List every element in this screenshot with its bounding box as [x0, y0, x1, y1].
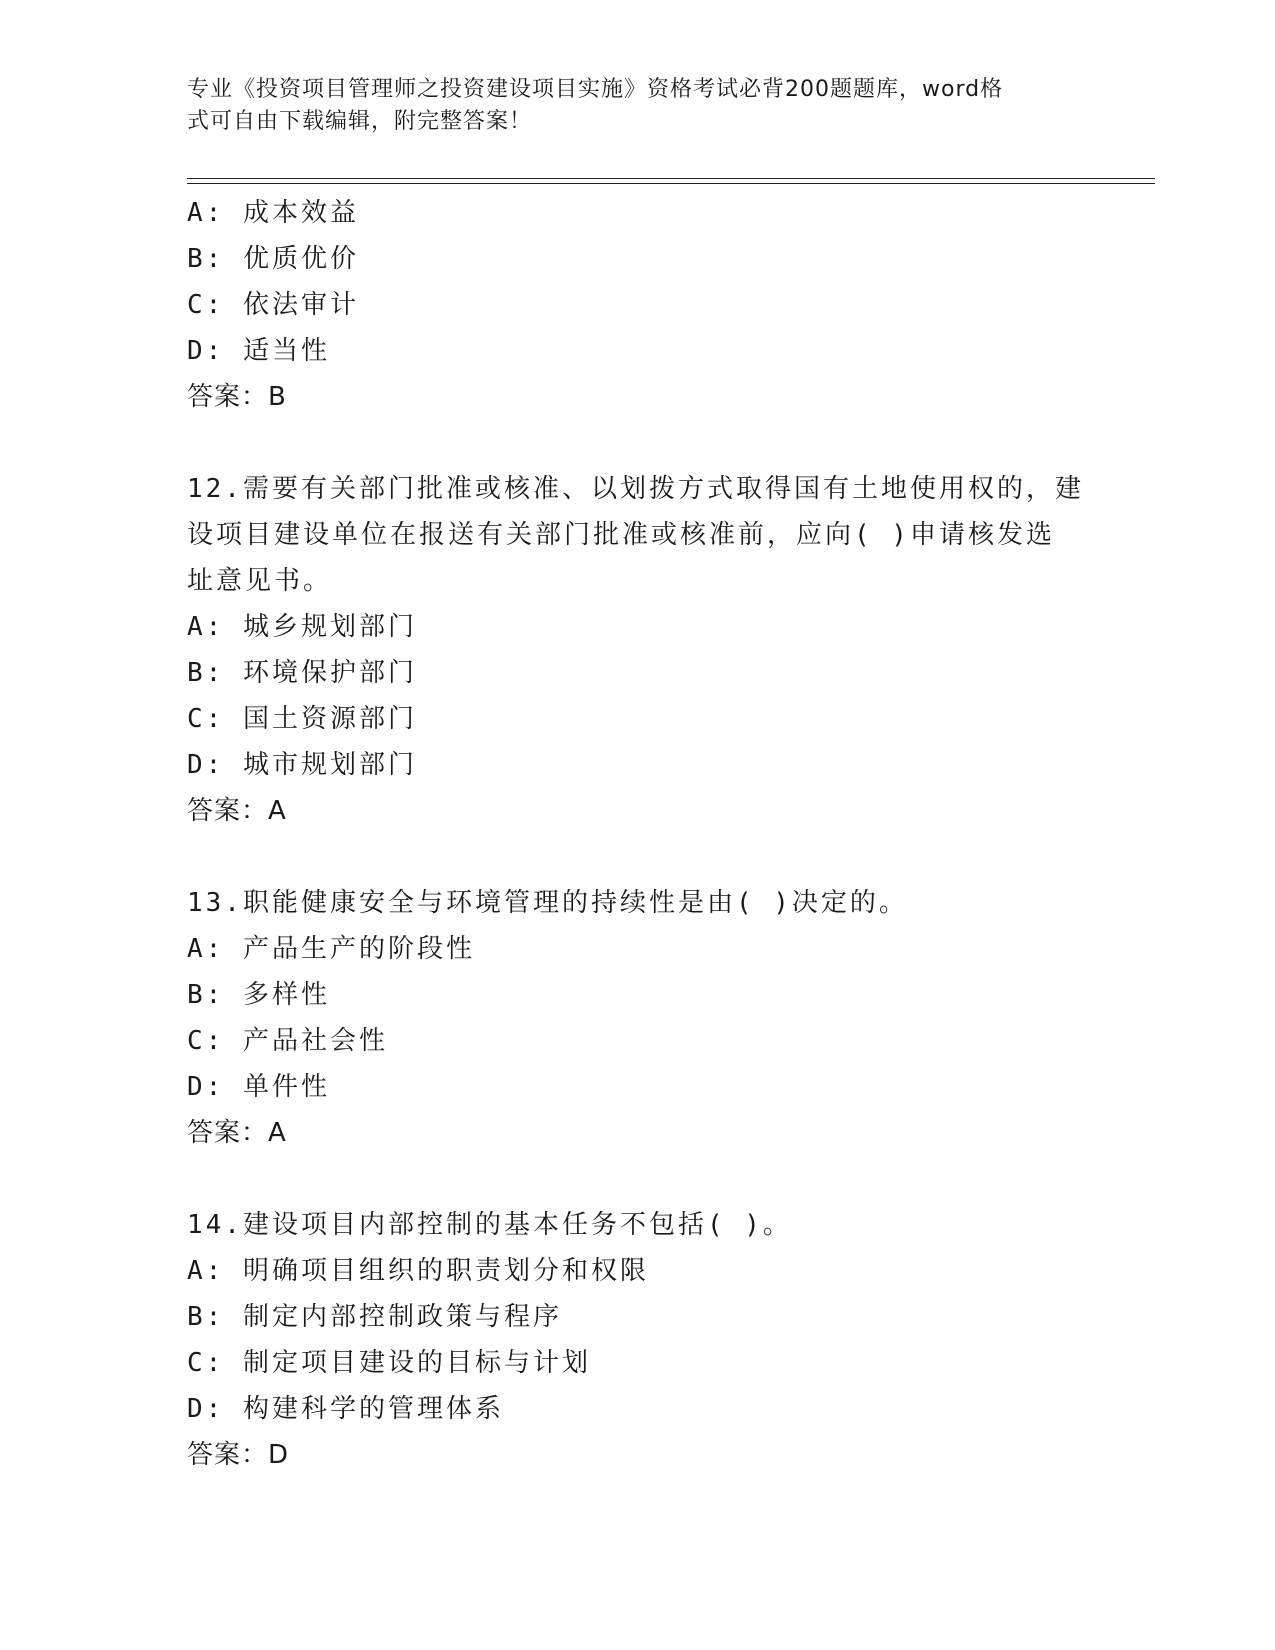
spacer — [187, 420, 1087, 466]
option-d: D: 城市规划部门 — [187, 750, 417, 780]
answer: 答案：D — [187, 1440, 290, 1470]
header-line-1: 专业《投资项目管理师之投资建设项目实施》资格考试必背200题题库，word格 — [187, 77, 1004, 102]
option-c: C: 制定项目建设的目标与计划 — [187, 1348, 591, 1378]
option-c: C: 依法审计 — [187, 290, 359, 320]
question-stem — [187, 880, 1087, 926]
header-line-2: 式可自由下载编辑，附完整答案！ — [187, 109, 533, 134]
question-12 — [187, 466, 1087, 834]
option-d: D: 适当性 — [187, 336, 330, 366]
header-divider-bottom — [187, 183, 1155, 184]
question-11 — [187, 190, 1087, 420]
option-a: A: 城乡规划部门 — [187, 612, 417, 642]
question-13 — [187, 880, 1087, 1156]
question-stem-line: 设项目建设单位在报送有关部门批准或核准前，应向( )申请核发选 — [187, 520, 1055, 550]
option-a: A: 产品生产的阶段性 — [187, 934, 475, 964]
question-stem-line: 14.建设项目内部控制的基本任务不包括( )。 — [187, 1210, 792, 1240]
option-b: B: 环境保护部门 — [187, 658, 417, 688]
option-b: B: 优质优价 — [187, 244, 359, 274]
option-c: C: 产品社会性 — [187, 1026, 388, 1056]
document-header — [187, 74, 1067, 138]
question-stem — [187, 466, 1087, 604]
question-list — [187, 190, 1087, 1478]
answer: 答案：A — [187, 796, 287, 826]
question-stem-line: 址意见书。 — [187, 566, 333, 596]
question-stem-line: 13.职能健康安全与环境管理的持续性是由( )决定的。 — [187, 888, 908, 918]
option-d: D: 构建科学的管理体系 — [187, 1394, 504, 1424]
option-a: A: 明确项目组织的职责划分和权限 — [187, 1256, 649, 1286]
question-stem-line: 12.需要有关部门批准或核准、以划拨方式取得国有土地使用权的，建 — [187, 474, 1084, 504]
header-divider-top — [187, 178, 1155, 179]
answer: 答案：B — [187, 382, 287, 412]
spacer — [187, 1156, 1087, 1202]
option-a: A: 成本效益 — [187, 198, 359, 228]
option-c: C: 国土资源部门 — [187, 704, 417, 734]
answer: 答案：A — [187, 1118, 287, 1148]
option-b: B: 制定内部控制政策与程序 — [187, 1302, 562, 1332]
question-stem — [187, 1202, 1087, 1248]
spacer — [187, 834, 1087, 880]
option-b: B: 多样性 — [187, 980, 330, 1010]
option-d: D: 单件性 — [187, 1072, 330, 1102]
question-14 — [187, 1202, 1087, 1478]
